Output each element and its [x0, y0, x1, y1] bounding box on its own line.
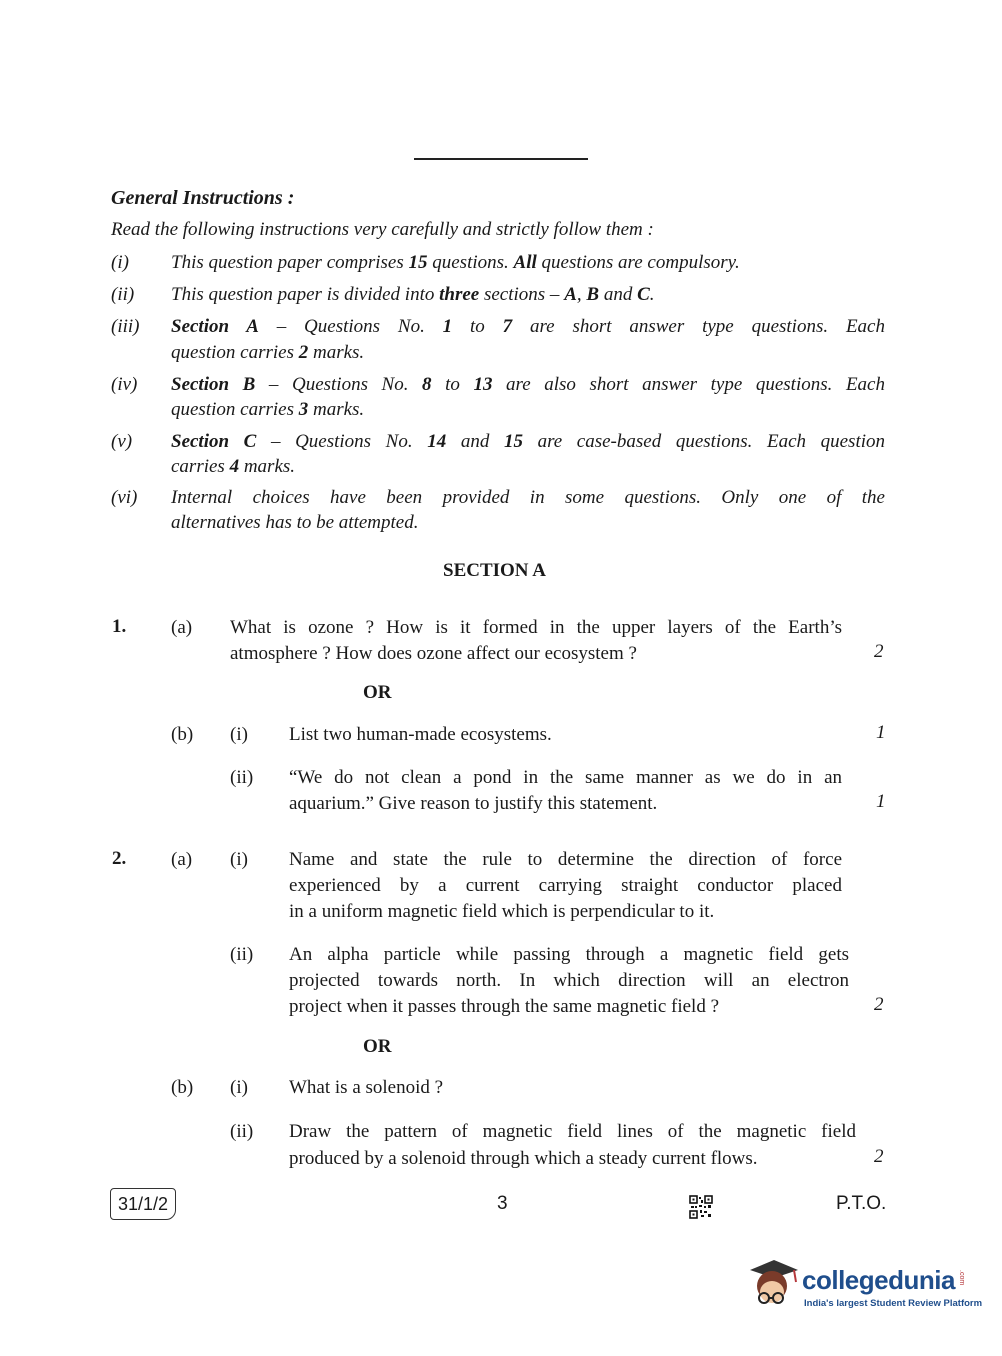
part-label: (a): [171, 849, 193, 870]
instruction-text: This question paper comprises 15 questions. All questions are compulsory.: [171, 252, 740, 273]
question-text: An alpha particle while passing through a magnetic field gets: [289, 944, 849, 965]
instruction-num: (vi): [111, 487, 138, 508]
question-text: Draw the pattern of magnetic field lines of the magnetic field: [289, 1121, 856, 1142]
subpart-label: (ii): [230, 1121, 254, 1142]
marks: 2: [874, 641, 884, 662]
question-text: Name and state the rule to determine the direction of force: [289, 849, 842, 870]
instruction-text: Section A – Questions No. 1 to 7 are short answer type questions. Each: [171, 316, 885, 337]
question-text: atmosphere ? How does ozone affect our ecosystem ?: [230, 643, 637, 664]
instructions-title: General Instructions :: [111, 187, 295, 209]
instruction-num: (iv): [111, 374, 138, 395]
subpart-label: (ii): [230, 944, 254, 965]
question-text: project when it passes through the same magnetic field ?: [289, 996, 720, 1017]
instruction-text: alternatives has to be attempted.: [171, 512, 419, 533]
question-text: What is ozone ? How is it formed in the upper layers of the Earth’s: [230, 617, 842, 638]
qr-code-icon: [689, 1195, 713, 1219]
pto-label: P.T.O.: [836, 1193, 887, 1214]
instruction-num: (ii): [111, 284, 135, 305]
question-text: experienced by a current carrying straight conductor placed: [289, 875, 842, 896]
instructions-intro: Read the following instructions very carefully and strictly follow them :: [111, 219, 654, 240]
collegedunia-mascot-logo: [742, 1252, 802, 1312]
brand-tagline: India's largest Student Review Platform: [804, 1298, 983, 1309]
question-text: What is a solenoid ?: [289, 1077, 444, 1098]
subpart-label: (ii): [230, 767, 254, 788]
paper-code-badge: 31/1/2: [110, 1188, 176, 1220]
question-text: “We do not clean a pond in the same manner as we do in an: [289, 767, 842, 788]
question-number: 1.: [112, 616, 127, 637]
instruction-num: (iii): [111, 316, 140, 337]
or-label: OR: [363, 1036, 392, 1057]
question-text: produced by a solenoid through which a steady current flows.: [289, 1148, 758, 1169]
instruction-text: This question paper is divided into three sections – A, B and C.: [171, 284, 655, 305]
instruction-text: Section B – Questions No. 8 to 13 are also short answer type questions. Each: [171, 374, 885, 395]
question-number: 2.: [112, 848, 127, 869]
brand-com: .com: [958, 1270, 965, 1286]
marks: 2: [874, 1146, 884, 1167]
marks: 1: [876, 791, 886, 812]
subpart-label: (i): [230, 1077, 248, 1098]
subpart-label: (i): [230, 849, 248, 870]
instruction-text: question carries 2 marks.: [171, 342, 365, 363]
instruction-num: (v): [111, 431, 133, 452]
instruction-text: carries 4 marks.: [171, 456, 296, 477]
question-text: List two human-made ecosystems.: [289, 724, 552, 745]
instruction-text: question carries 3 marks.: [171, 399, 365, 420]
or-label: OR: [363, 682, 392, 703]
question-text: projected towards north. In which direction will an electron: [289, 970, 849, 991]
part-label: (b): [171, 1077, 194, 1098]
marks: 1: [876, 722, 886, 743]
part-label: (b): [171, 724, 194, 745]
instruction-text: Internal choices have been provided in some questions. Only one of the: [171, 487, 885, 508]
instruction-num: (i): [111, 252, 129, 273]
question-text: aquarium.” Give reason to justify this statement.: [289, 793, 658, 814]
subpart-label: (i): [230, 724, 248, 745]
brand-name: collegedunia: [802, 1265, 955, 1295]
question-text: in a uniform magnetic field which is perpendicular to it.: [289, 901, 715, 922]
page-number: 3: [497, 1193, 508, 1214]
marks: 2: [874, 994, 884, 1015]
part-label: (a): [171, 617, 193, 638]
section-title: SECTION A: [443, 560, 546, 581]
top-rule: [414, 158, 588, 160]
instruction-text: Section C – Questions No. 14 and 15 are case-based questions. Each question: [171, 431, 885, 452]
